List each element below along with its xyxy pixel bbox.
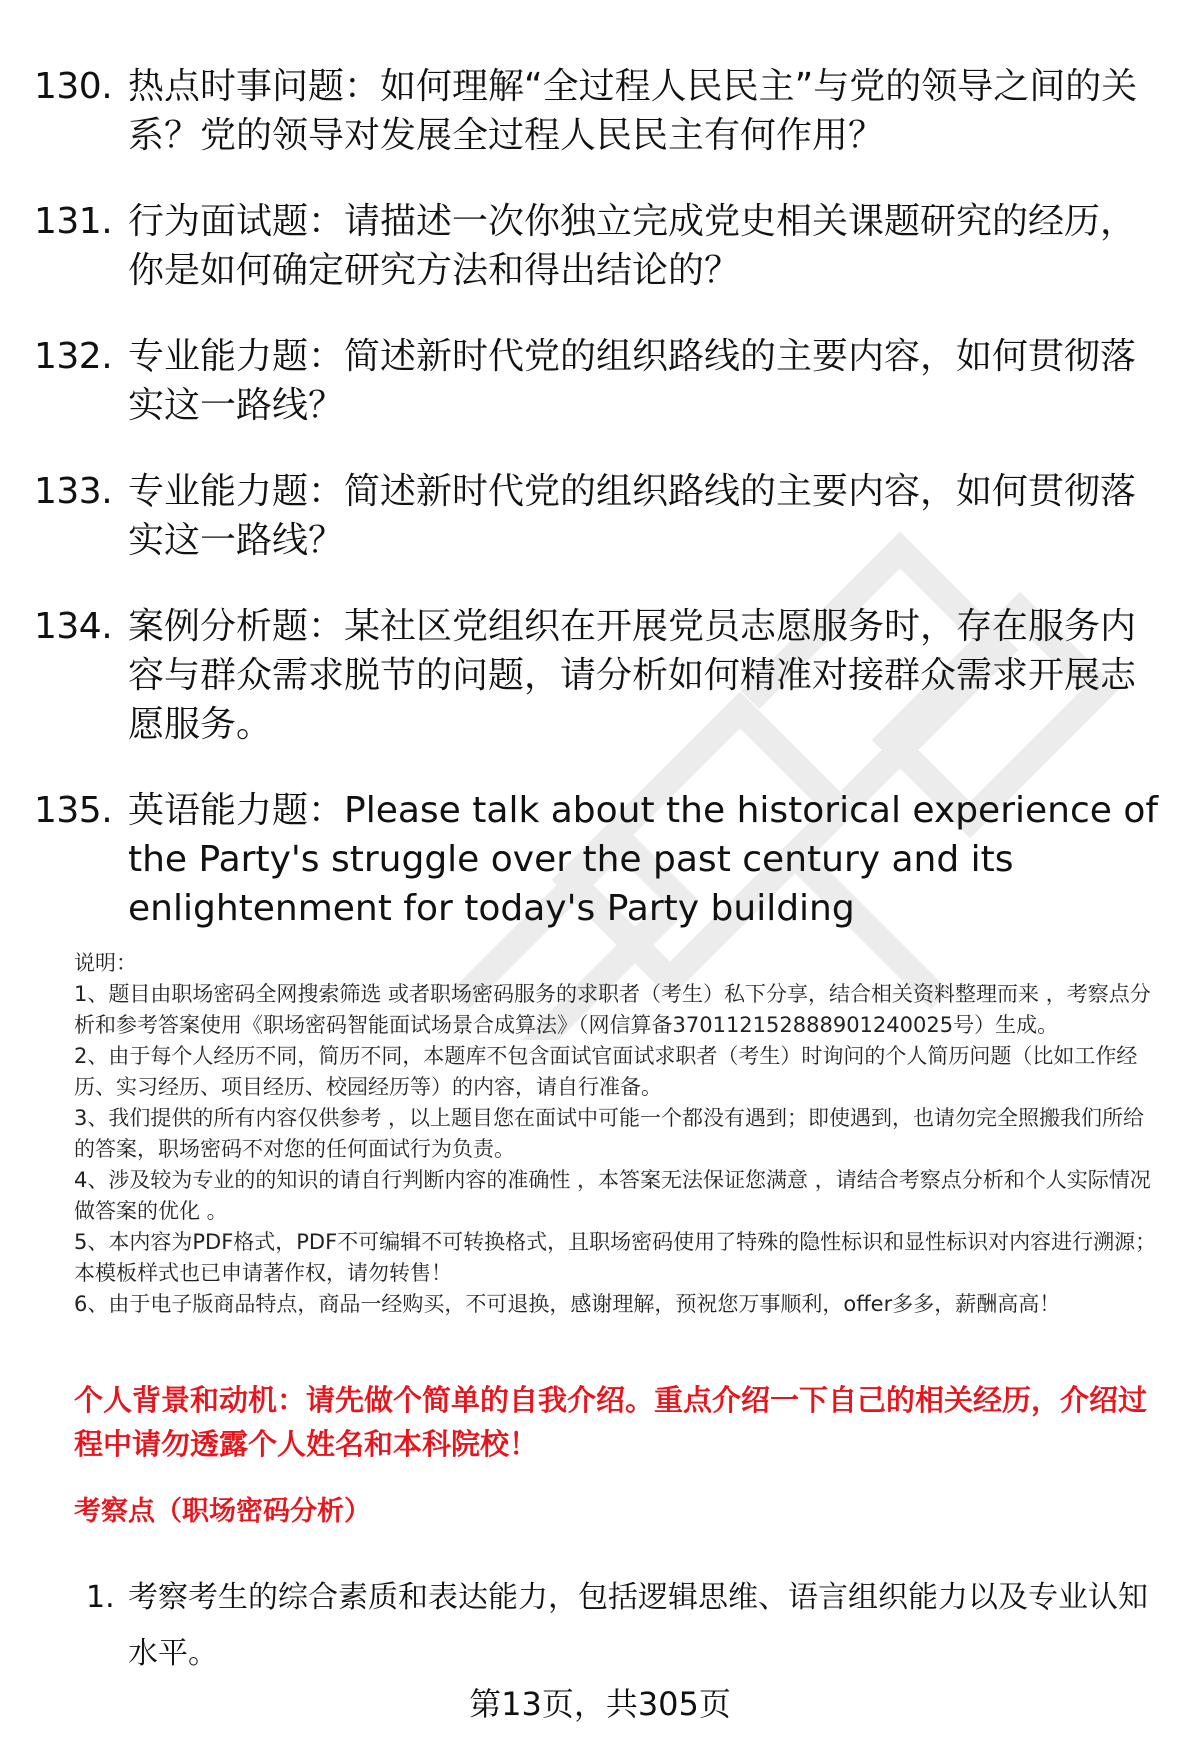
question-text: 行为面试题：请描述一次你独立完成党史相关课题研究的经历，你是如何确定研究方法和得出结论的？: [128, 201, 1137, 291]
question-list: [34, 62, 1164, 970]
question-text: 专业能力题：简述新时代党的组织路线的主要内容，如何贯彻落实这一路线？: [128, 471, 1137, 561]
question-number: 134.: [34, 606, 113, 647]
section-heading: 个人背景和动机：请先做个简单的自我介绍。重点介绍一下自己的相关经历，介绍过程中请勿透露个人姓名和本科院校！: [74, 1383, 1148, 1461]
note-item: 2、由于每个人经历不同，简历不同，本题库不包含面试官面试求职者（考生）时询问的个人简历问题（比如工作经历、实习经历、项目经历、校园经历等）的内容，请自行准备。: [74, 1044, 1138, 1099]
question-number: 132.: [34, 336, 113, 377]
question-text: 英语能力题：Please talk about the historical experience of the Party's struggle over the past century and its enlightenment for today's Party building: [128, 790, 1159, 929]
question-number: 130.: [34, 66, 113, 107]
notes-section: [74, 948, 1160, 1320]
question-item: [34, 786, 1164, 933]
note-item: 1、题目由职场密码全网搜索筛选 或者职场密码服务的求职者（考生）私下分享，结合相关资料整理而来 ，考察点分析和参考答案使用《职场密码智能面试场景合成算法》（网信算备370112152888901240025号）生成。: [74, 982, 1151, 1037]
question-number: 133.: [34, 471, 113, 512]
note-item: 6、由于电子版商品特点，商品一经购买，不可退换，感谢理解，预祝您万事顺利，offer多多，薪酬高高！: [74, 1292, 1061, 1316]
note-item: 3、我们提供的所有内容仅供参考 ，以上题目您在面试中可能一个都没有遇到；即使遇到，也请勿完全照搬我们所给的答案，职场密码不对您的任何面试行为负责。: [74, 1106, 1145, 1161]
notes-title: 说明：: [74, 951, 137, 975]
question-number: 135.: [34, 790, 113, 831]
question-item: [34, 332, 1164, 430]
question-item: [34, 62, 1164, 160]
analysis-number: 1.: [86, 1580, 115, 1615]
question-text: 热点时事问题：如何理解“全过程人民民主”与党的领导之间的关系？党的领导对发展全过程人民民主有何作用？: [128, 66, 1138, 156]
note-item: 4、涉及较为专业的的知识的请自行判断内容的准确性 ，本答案无法保证您满意 ，请结合考察点分析和个人实际情况做答案的优化 。: [74, 1168, 1151, 1223]
question-number: 131.: [34, 201, 113, 242]
question-text: 案例分析题：某社区党组织在开展党员志愿服务时，存在服务内容与群众需求脱节的问题，请分析如何精准对接群众需求开展志愿服务。: [128, 606, 1137, 745]
note-item: 5、本内容为PDF格式，PDF不可编辑不可转换格式，且职场密码使用了特殊的隐性标识和显性标识对内容进行溯源；本模板样式也已申请著作权，请勿转售！: [74, 1230, 1157, 1285]
analysis-text: 考察考生的综合素质和表达能力，包括逻辑思维、语言组织能力以及专业认知水平。: [128, 1580, 1148, 1671]
question-item: [34, 467, 1164, 565]
question-text: 专业能力题：简述新时代党的组织路线的主要内容，如何贯彻落实这一路线？: [128, 336, 1137, 426]
question-item: [34, 197, 1164, 295]
analysis-heading: 考察点（职场密码分析）: [74, 1496, 371, 1527]
analysis-item: [86, 1570, 1166, 1682]
question-item: [34, 602, 1164, 749]
page-footer: 第13页，共305页: [469, 1685, 731, 1723]
